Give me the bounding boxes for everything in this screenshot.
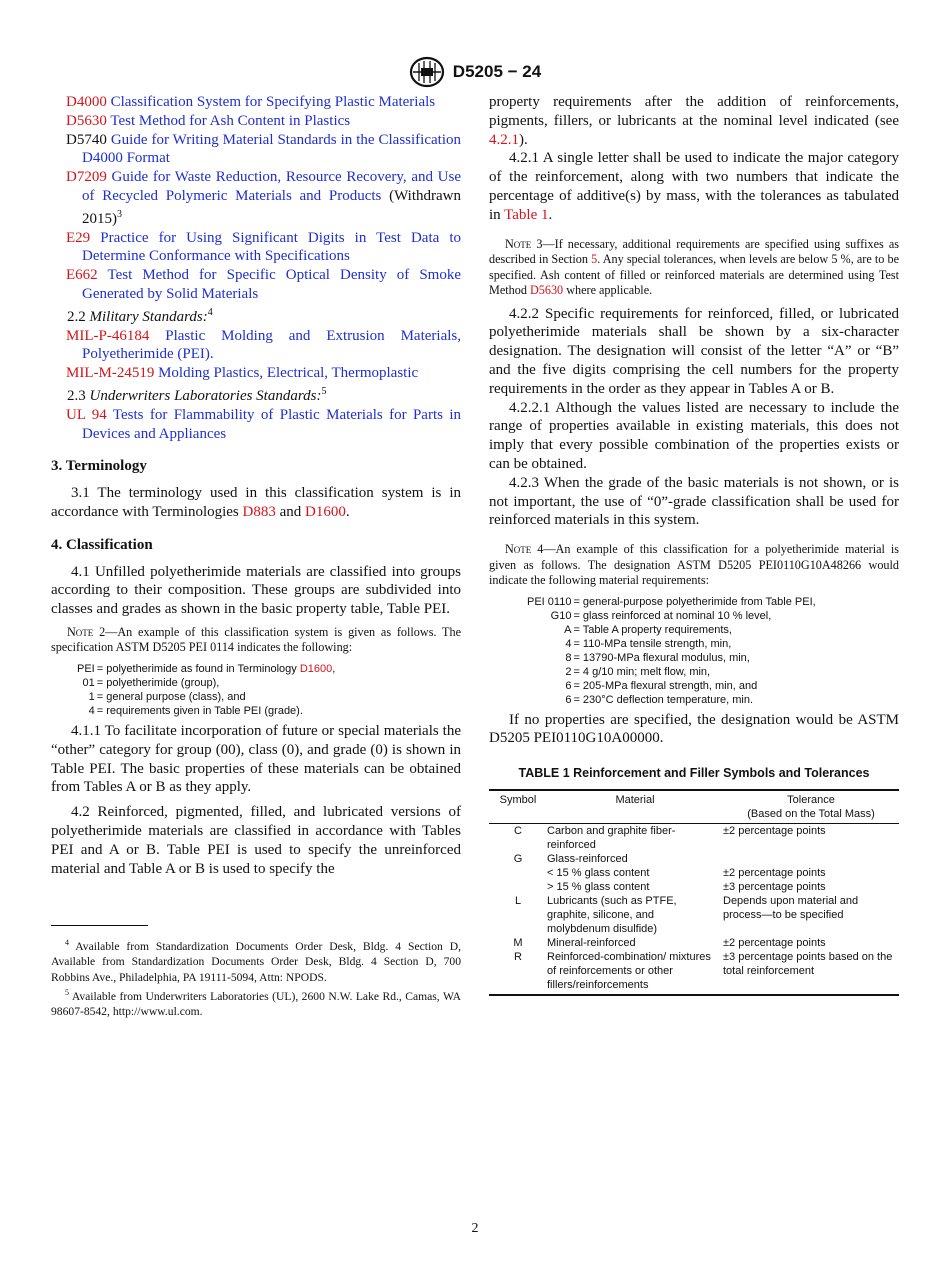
terminology-heading: 3. Terminology (51, 458, 147, 475)
table-1-row (489, 950, 899, 995)
reference-item (51, 364, 461, 383)
reference-title-link[interactable]: Plastic Molding and Extrusion Materials, Polyetherimide (PEI). (82, 327, 461, 363)
note-4-key: 2 (565, 665, 572, 678)
note-2-key: 4 (88, 704, 95, 717)
classification-heading: 4. Classification (51, 536, 153, 553)
note-2: Note 2—An example of this classification system is given as follows. The specification ASTM D5205 PEI 0114 indicates the following: (51, 624, 461, 655)
note-4-value: = 4 g/10 min; melt flow, min, (573, 665, 711, 678)
note-4-row (527, 623, 816, 637)
reference-code-link[interactable]: MIL-P-46184 (66, 327, 150, 344)
left-column (51, 93, 461, 878)
reference-title-link[interactable]: Guide for Waste Reduction, Resource Recovery, and Use of Recycled Polymeric Materials and Products (82, 169, 462, 204)
reference-item (51, 131, 461, 169)
note-4-value: = 13790-MPa flexural modulus, min, (573, 651, 750, 664)
note-2-key: PEI (77, 662, 95, 675)
astm-logo-icon (409, 56, 445, 88)
note-2-value-text: = polyetherimide (group), (96, 676, 220, 689)
table-1-material: Reinforced-combination/ mixtures of reinforcements or other fillers/reinforcements (547, 950, 723, 995)
note-4-row (527, 665, 816, 679)
note-2-row (77, 676, 335, 690)
table-1-symbol: R (489, 950, 547, 995)
link-d5630[interactable]: D5630 (529, 283, 564, 298)
note-4-value: = 205-MPa flexural strength, min, and (573, 679, 758, 692)
table-1 (489, 789, 899, 996)
note-4-key: G10 (550, 609, 572, 622)
ul-reference-list (51, 406, 461, 444)
note-4-key: 4 (565, 637, 572, 650)
footnote-marker: 5 (65, 988, 69, 998)
para-4-1-1: 4.1.1 To facilitate incorporation of future or special materials the “other” category for group (00), class (0), and grade (0) is shown in Table PEI. The basic properties of these materials can be obtained from Tables A or B as they apply. (51, 722, 461, 796)
reference-code-link[interactable]: UL 94 (66, 406, 107, 423)
note-4-row (527, 693, 816, 707)
table-1-material: Glass-reinforced (547, 853, 628, 866)
reference-code-link[interactable]: D7209 (66, 169, 107, 186)
para-4-1: 4.1 Unfilled polyetherimide materials are classified into groups according to their composition. These groups are subdivided into classes and grades as shown in the basic property table, Table PEI. (51, 563, 461, 618)
link-d883[interactable]: D883 (242, 503, 276, 520)
link-d1600[interactable]: D1600 (299, 662, 333, 675)
reference-item (51, 112, 461, 131)
note-2-value-after: , (332, 662, 336, 675)
page-header (0, 56, 950, 88)
note-2-key: 1 (88, 690, 95, 703)
table-1-material: < 15 % glass content (547, 867, 650, 880)
reference-code-link[interactable]: E662 (66, 267, 98, 284)
reference-item (51, 168, 461, 228)
note-2-row (77, 704, 335, 718)
note-4-row (527, 637, 816, 651)
reference-title-link[interactable]: Tests for Flammability of Plastic Materials for Parts in Devices and Appliances (82, 406, 461, 442)
footnotes (51, 935, 461, 1020)
table-1-row (489, 894, 899, 936)
table-1-tolerance: ±2 percentage points (723, 867, 826, 880)
footnote-text: Available from Standardization Documents Order Desk, Bldg. 4 Section D, Available from Standardization Documents Order Desk, Bldg. 4 Section D, 700 Robbins Ave., Philadelphia, PA 19111-5094, Attn: NPODS. (51, 939, 461, 984)
table-1-row (489, 880, 899, 894)
table-1-material: > 15 % glass content (547, 881, 650, 894)
note-4-key: A (564, 623, 572, 636)
para-4-2-2-1: 4.2.2.1 Although the values listed are necessary to include the range of properties available in existing materials, this does not imply that every possible combination of the properties exists or can be obtained. (489, 399, 899, 472)
page-number: 2 (471, 1221, 479, 1236)
para-4-2-3: 4.2.3 When the grade of the basic materials is not shown, or is not important, the use of “0”-grade classification shall be used for reinforced materials in this system. (489, 474, 899, 529)
table-1-row (489, 824, 899, 853)
table-1-row (489, 936, 899, 950)
note-4-row (527, 595, 816, 609)
ul-standards-heading: 2.3 Underwriters Laboratories Standards:$^5$ (67, 385, 327, 404)
footnote-marker: 3 (117, 208, 122, 220)
table-1-material: Lubricants (such as PTFE, graphite, silicone, and molybdenum disulfide) (547, 895, 677, 936)
note-2-value (97, 704, 336, 718)
note-4-key: PEI 0110 (527, 595, 572, 608)
note-4-row (527, 609, 816, 623)
reference-code-link: D5740 (66, 131, 107, 148)
note-4: Note 4—An example of this classification for a polyetherimide material is given as follows. The designation ASTM D5205 PEI0110G10A48266 would indicate the following material requirements: (489, 542, 899, 588)
link-d1600[interactable]: D1600 (305, 503, 346, 520)
note-4-value: = 230°C deflection temperature, min. (573, 693, 754, 706)
table-1-row (489, 866, 899, 880)
table-1-tolerance: Depends upon material and process—to be specified (723, 895, 859, 922)
table-1-header-symbol: Symbol (489, 790, 547, 824)
reference-title-link[interactable]: Test Method for Ash Content in Plastics (110, 112, 351, 129)
astm-reference-list (51, 93, 461, 304)
note-4-table (527, 595, 816, 707)
reference-code-link[interactable]: D4000 (66, 94, 107, 110)
table-1-symbol (489, 866, 547, 880)
note-4-value: = glass reinforced at nominal 10 % level, (573, 609, 772, 622)
reference-item (51, 93, 461, 112)
note-2-value-text: = requirements given in Table PEI (grade). (96, 704, 303, 717)
table-1-symbol: M (513, 937, 523, 950)
para-4-2-1: 4.2.1 A single letter shall be used to indicate the major category of the reinforcement, along with two numbers that indicate the percentage of additive(s) by mass, with the tolerances as tabulated in Table 1. (489, 150, 899, 223)
footnote (51, 935, 461, 985)
table-1-header-material: Material (547, 790, 723, 824)
military-reference-list (51, 327, 461, 383)
note-2-key: 01 (82, 676, 95, 689)
reference-title-link[interactable]: Classification System for Specifying Plastic Materials (110, 94, 436, 110)
reference-title-link[interactable]: Practice for Using Significant Digits in Test Data to Determine Conformance with Specifications (82, 229, 461, 265)
note-4-row (527, 679, 816, 693)
note-4-key: 8 (565, 651, 572, 664)
table-1-tolerance (723, 852, 899, 866)
note-4-key: 6 (565, 679, 572, 692)
reference-item (51, 406, 461, 444)
footnote-marker: 4 (65, 938, 69, 947)
link-table-1[interactable]: Table 1 (504, 206, 549, 223)
reference-code-link[interactable]: MIL-M-24519 (66, 365, 155, 382)
link-4-2-1[interactable]: 4.2.1 (489, 131, 519, 148)
para-4-2-continued: property requirements after the addition of reinforcements, pigments, fillers, or lubricants at the nominal level indicated (see 4.2.1). (489, 94, 899, 148)
note-2-value-text: = general purpose (class), and (96, 690, 246, 703)
reference-item (51, 266, 461, 304)
table-1-tolerance: ±3 percentage points (723, 881, 826, 894)
footnote-rule (51, 925, 148, 926)
table-1-tolerance: ±2 percentage points (723, 937, 826, 950)
note-2-row (77, 690, 335, 704)
table-1-symbol: L (514, 895, 522, 908)
footnote-text: Available from Underwriters Laboratories (UL), 2600 N.W. Lake Rd., Camas, WA 98607-8542, http://www.ul.com. (51, 989, 461, 1019)
footnote (51, 985, 461, 1020)
military-standards-heading: 2.2 Military Standards:$^4$ (67, 306, 213, 325)
note-2-value (97, 676, 336, 690)
note-2-row (77, 662, 335, 676)
link-section-5[interactable]: 5 (591, 252, 598, 267)
reference-title-link[interactable]: Test Method for Specific Optical Density of Smoke Generated by Solid Materials (82, 267, 461, 302)
right-column (489, 93, 899, 996)
table-1-title: TABLE 1 Reinforcement and Filler Symbols and Tolerances (518, 766, 870, 781)
note-4-row (527, 651, 816, 665)
table-1-row (489, 852, 899, 866)
para-3-1: 3.1 The terminology used in this classification system is in accordance with Terminologies D883 and D1600. (51, 485, 461, 520)
table-1-header-tolerance: Tolerance (Based on the Total Mass) (723, 790, 899, 824)
table-1-symbol: G (513, 853, 523, 866)
reference-title-link[interactable]: Molding Plastics, Electrical, Thermoplastic (158, 365, 419, 382)
note-3: Note 3—If necessary, additional requirements are specified using suffixes as described in Section 5. Any special tolerances, when levels are below 5 %, are to be specified. Ash content of filled or reinforced materials are determined using Test Method D5630 where applicable. (489, 236, 899, 298)
table-1-material: Carbon and graphite fiber-reinforced (547, 825, 676, 852)
table-1-tolerance: ±3 percentage points based on the total reinforcement (723, 950, 899, 995)
doc-code: D5205 − 24 (452, 62, 542, 81)
para-no-properties: If no properties are specified, the designation would be ASTM D5205 PEI0110G10A00000. (489, 711, 899, 747)
reference-title-link[interactable]: Guide for Writing Material Standards in the Classification D4000 Format (82, 131, 461, 167)
note-2-table (77, 662, 335, 718)
table-1-tolerance: ±2 percentage points (723, 825, 826, 838)
note-2-value-text: = polyetherimide as found in Terminology (96, 662, 300, 675)
reference-item (51, 327, 461, 365)
note-4-value: = general-purpose polyetherimide from Table PEI, (573, 595, 816, 608)
reference-suffix: (Withdrawn 2015) (82, 187, 461, 227)
para-4-2-2: 4.2.2 Specific requirements for reinforced, filled, or lubricated polyetherimide materials shall be shown by a six-character designation. The designation will consist of the letter “A” or “B” and the five digits comprising the cell numbers for the property requirements in the order as they appear in Tables A or B. (489, 305, 899, 397)
reference-code-link[interactable]: D5630 (66, 112, 107, 129)
reference-code-link[interactable]: E29 (66, 229, 91, 246)
table-1-material: Mineral-reinforced (547, 937, 636, 950)
table-1-symbol (489, 880, 547, 894)
reference-item (51, 229, 461, 267)
note-4-key: 6 (565, 693, 572, 706)
note-2-value (97, 690, 336, 704)
note-4-value: = Table A property requirements, (573, 623, 732, 636)
note-4-value: = 110-MPa tensile strength, min, (573, 637, 732, 650)
note-2-value (97, 662, 336, 676)
para-4-2: 4.2 Reinforced, pigmented, filled, and lubricated versions of polyetherimide materials are classified in accordance with Tables PEI and A or B. Table PEI is used to specify the unreinforced material and Table A or B is used to specify the (51, 804, 461, 877)
table-1-symbol: C (514, 825, 522, 838)
